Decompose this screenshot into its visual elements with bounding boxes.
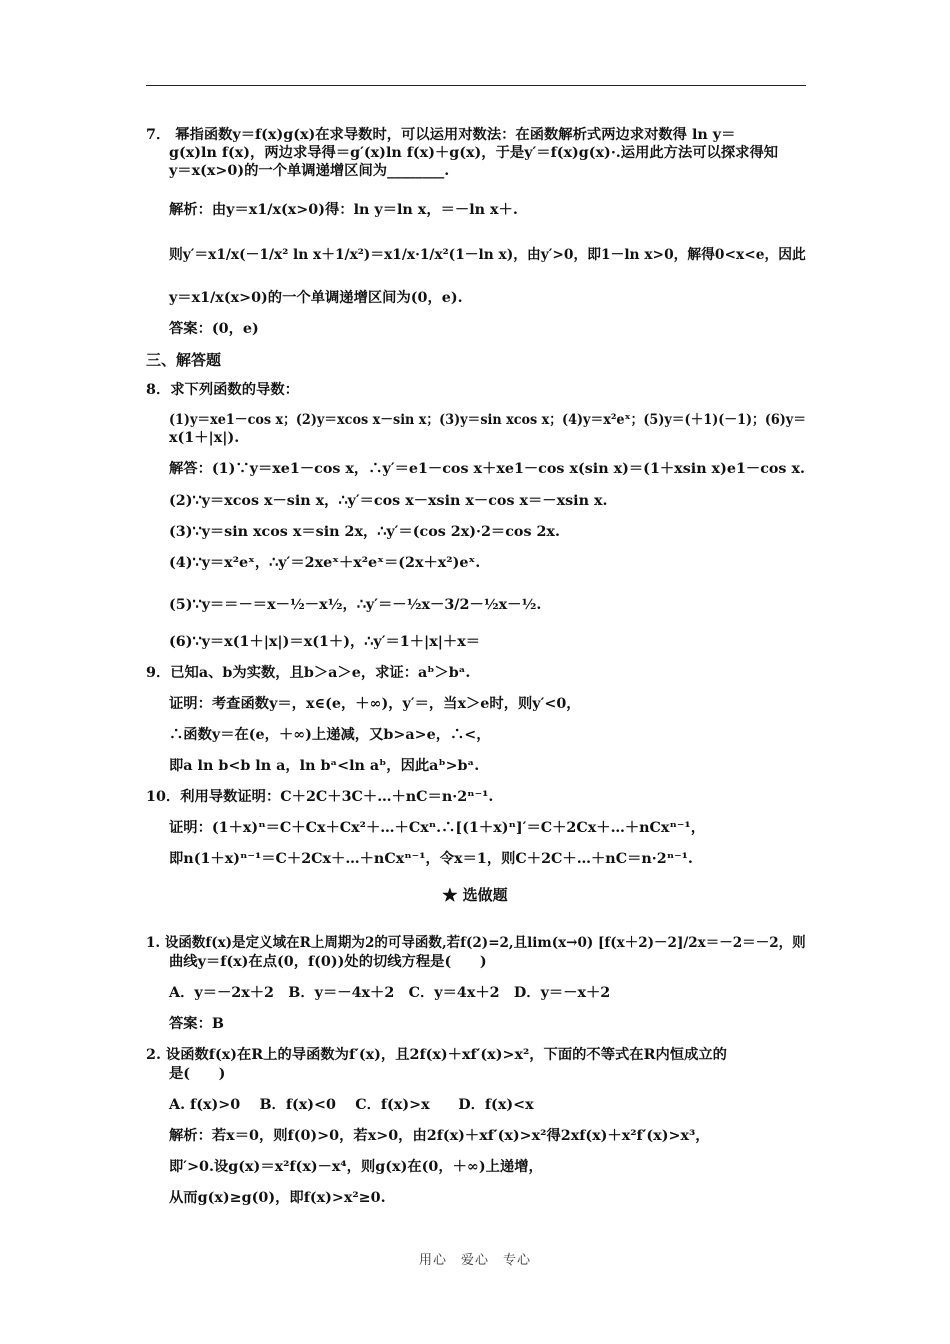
problem-7-solution-3: y＝x1/x(x>0)的一个单调递增区间为(0，e).	[169, 290, 463, 306]
problem-8-title: 8．求下列函数的导数：	[146, 382, 299, 398]
problem-8-items-1: (1)y＝xe1－cos x；(2)y＝xcos x－sin x；(3)y＝sin xcos x；(4)y＝x²eˣ；(5)y＝(＋1)(－1)；(6)y＝	[169, 412, 806, 428]
problem-7-line-2: g(x)ln f(x)，两边求导得＝g′(x)ln f(x)＋g(x)，于是y′＝f(x)g(x)·.运用此方法可以探求得知	[169, 145, 779, 161]
problem-8-answer-6: (6)∵y＝x(1＋|x|)＝x(1＋)，∴y′＝1＋|x|＋x＝	[169, 634, 481, 650]
optional-1-line-1: 1. 设函数f(x)是定义域在R上周期为2的可导函数,若f(2)=2,且lim(x→0) [f(x＋2)－2]/2x＝－2＝－2，则	[146, 935, 806, 951]
optional-2-choices: A. f(x)>0 B．f(x)<0 C．f(x)>x D．f(x)<x	[169, 1097, 534, 1113]
problem-10-proof-1: 证明：(1＋x)ⁿ＝C＋Cx＋Cx²＋…＋Cxⁿ.∴[(1＋x)ⁿ]′＝C＋2Cx＋…＋nCxⁿ⁻¹，	[169, 820, 705, 836]
problem-10-title: 10．利用导数证明：C＋2C＋3C＋…＋nC＝n·2ⁿ⁻¹.	[146, 789, 494, 805]
problem-7-solution-2: 则y′＝x1/x(－1/x² ln x＋1/x²)＝x1/x·1/x²(1－ln x)，由y′>0，即1－ln x>0，解得0<x<e，因此	[169, 247, 806, 263]
optional-1-choices: A．y＝－2x＋2 B．y＝－4x＋2 C．y＝4x＋2 D．y＝－x＋2	[169, 985, 611, 1001]
problem-7-answer: 答案：(0，e)	[169, 321, 259, 337]
optional-1-answer: 答案：B	[169, 1016, 224, 1032]
problem-7-solution-1: 解析：由y＝x1/x(x>0)得：ln y＝ln x，＝－ln x＋.	[169, 202, 518, 218]
problem-8-answer-1: 解答：(1)∵y＝xe1－cos x，∴y′＝e1－cos x＋xe1－cos x(sin x)＝(1＋xsin x)e1－cos x.	[169, 461, 805, 477]
problem-8-answer-2: (2)∵y＝xcos x－sin x，∴y′＝cos x－xsin x－cos x＝－xsin x.	[169, 493, 608, 509]
problem-9-title: 9．已知a、b为实数，且b＞a＞e，求证：aᵇ＞bᵃ.	[146, 665, 471, 681]
problem-8-answer-5: (5)∵y＝＝－＝x－½－x½，∴y′＝－½x－3/2－½x－½.	[169, 597, 542, 613]
optional-2-line-2: 是( )	[169, 1066, 226, 1082]
optional-1-line-2: 曲线y＝f(x)在点(0，f(0))处的切线方程是( )	[169, 954, 487, 970]
optional-2-line-1: 2. 设函数f(x)在R上的导函数为f′(x)，且2f(x)＋xf′(x)>x²，下面的不等式在R内恒成立的	[146, 1047, 727, 1063]
problem-7-line-1: 7． 幂指函数y＝f(x)g(x)在求导数时，可以运用对数法：在函数解析式两边求对数得 ln y＝	[146, 127, 736, 143]
problem-8-items-2: x(1＋|x|).	[169, 430, 240, 446]
problem-8-answer-4: (4)∵y＝x²eˣ，∴y′＝2xeˣ＋x²eˣ＝(2x＋x²)eˣ.	[169, 555, 481, 571]
optional-2-solution-3: 从而g(x)≥g(0)，即f(x)>x²≥0.	[169, 1190, 386, 1206]
section-heading: 三、解答题	[146, 351, 222, 369]
problem-9-proof-1: 证明：考查函数y＝，x∈(e，＋∞)，y′＝，当x＞e时，则y′<0，	[169, 696, 581, 712]
header-rule	[146, 85, 806, 86]
problem-7-line-3: y＝x(x>0)的一个单调递增区间为________.	[169, 163, 450, 179]
optional-2-solution-1: 解析：若x＝0，则f(0)>0，若x>0，由2f(x)＋xf′(x)>x²得2xf(x)＋x²f′(x)>x³，	[169, 1128, 710, 1144]
problem-10-proof-2: 即n(1＋x)ⁿ⁻¹＝C＋2Cx＋…＋nCxⁿ⁻¹，令x＝1，则C＋2C＋…＋nC＝n·2ⁿ⁻¹.	[169, 851, 693, 867]
page-footer: 用心 爱心 专心	[418, 1253, 531, 1268]
optional-heading: ★ 选做题	[442, 886, 508, 904]
problem-9-proof-3: 即a ln b<b ln a，ln bᵃ<ln aᵇ，因此aᵇ>bᵃ.	[169, 758, 480, 774]
problem-8-answer-3: (3)∵y＝sin xcos x＝sin 2x，∴y′＝(cos 2x)·2＝cos 2x.	[169, 524, 560, 540]
problem-9-proof-2: ∴函数y＝在(e，＋∞)上递减，又b>a>e，∴<，	[169, 727, 491, 743]
optional-2-solution-2: 即′>0.设g(x)＝x²f(x)－x⁴，则g(x)在(0，＋∞)上递增，	[169, 1159, 543, 1175]
